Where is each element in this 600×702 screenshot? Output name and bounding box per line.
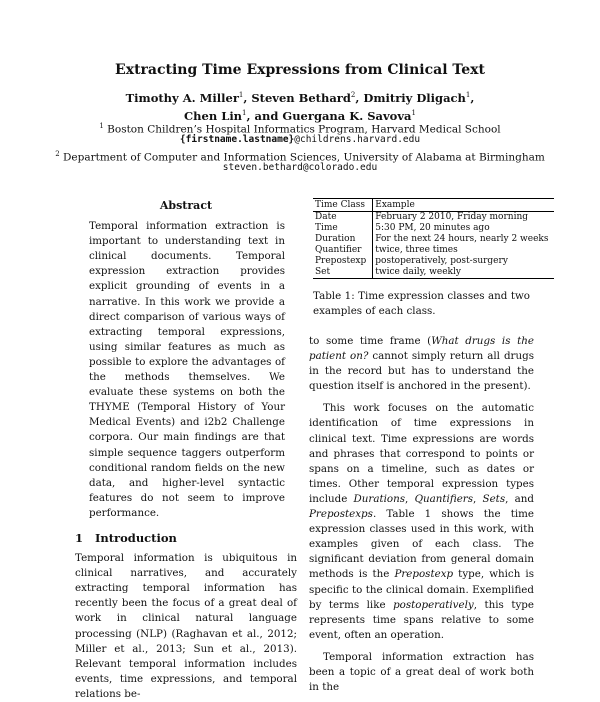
table-cell: Quantifier [313,245,373,256]
table-header-row [313,199,554,212]
table-cell: Date [313,212,373,224]
table-row [313,267,554,279]
table-row [313,212,554,224]
text-emphasis: Prepostexps [309,508,373,521]
table-cell: twice, three times [375,245,458,255]
text-run: type, which is specific to the clinical domain. Exemplified by terms like [309,568,535,611]
abstract-text: Temporal information extraction is important to understanding text in clinical documents. Temporal expression extraction provides explicit grounding of events in a narrative. In this work we provide a direct comparison of various ways of extracting temporal expressions, using similar features as much as possible to explore the advantages of the methods themselves. We evaluate these systems on both the THYME (Temporal History of Your Medical Events) and i2b2 Challenge corpora. Our main findings are that simple sequence taggers outperform conditional random fields on the new data, and higher-level syntactic features do not seem to improve performance. [89,220,285,519]
table-cell: For the next 24 hours, nearly 2 weeks [375,234,549,244]
text-run: , [405,492,415,505]
table-cell: twice daily, weekly [373,267,555,279]
table-caption: Table 1: Time expression classes and two examples of each class. [313,290,530,317]
affil-marker: 2 [350,91,356,99]
text-emphasis: Sets [482,492,506,505]
section-number: 1 [75,530,84,545]
table-cell: Duration [313,234,373,245]
table-cell: 5:30 PM, 20 minutes ago [375,223,490,233]
right-paragraph-2 [309,401,534,643]
abstract-body [75,219,297,521]
author-miller: Timothy A. Miller [125,90,239,105]
table-cell: Time [313,223,373,234]
right-paragraph-1 [309,334,534,394]
right-paragraph-3: Temporal information extraction has been a topic of a great deal of work both in the [309,650,534,694]
table-header-time-class: Time Class [313,199,373,212]
time-class-table [313,198,554,279]
text-emphasis: Prepostexp [394,568,454,581]
introduction-text: Temporal information is ubiquitous in clinical narratives, and accurately extracting temporal information has recently been the focus of a great deal of work in clinical natural language processing (NLP) (Raghavan et al., 2012; Miller et al., 2013; Sun et al., 2013). Relevant temporal information includes events, time expressions, and temporal relations be- [75,552,297,700]
author-bethard: , Steven Bethard [243,90,351,105]
table-row [313,245,554,256]
affiliation-2-text: Department of Computer and Information Sciences, University of Alabama at Birmingham [59,151,545,164]
text-emphasis: What drugs is the patient on? [309,335,534,363]
paper-title: Extracting Time Expressions from Clinical Text [115,62,485,78]
email-name-part: {firstname.lastname} [179,134,295,145]
author-dligach: , Dmitriy Dligach [355,90,466,105]
affil-marker: 1 [465,91,471,99]
table-row [313,256,554,267]
affiliation-2-email[interactable]: steven.bethard@colorado.edu [222,162,378,173]
text-run: This work focuses on the automatic identification of time expressions in clinical text. Time expressions are words and phrases that correspond to points or spans on a timeline, such as dates or times. Other temporal expression types include [309,402,534,505]
affil-marker: 1 [238,91,244,99]
affiliation-1-email[interactable] [0,133,600,147]
text-emphasis: postoperatively [393,598,474,611]
author-separator: , [470,90,475,105]
author-line-1 [0,88,600,106]
affil-marker: 1 [411,108,416,117]
affil-marker: 1 [242,108,247,117]
table-cell: Prepostexp [313,256,373,267]
table-cell: Set [313,267,373,279]
text-run: to some time frame ( [309,335,432,347]
text-run: , [473,492,483,505]
left-column [75,198,297,702]
text-run: , and [505,492,534,505]
affil-marker: 2 [55,150,60,158]
author-savova: , and Guergana K. Savova [246,108,412,123]
section-heading-introduction [75,531,297,546]
affil-marker: 1 [99,122,104,130]
email-domain-part: @childrens.harvard.edu [294,134,421,145]
table-header-example: Example [373,199,555,212]
text-run: , this type represents time spans relative to some event, often an operation. [309,598,534,641]
section-title: Introduction [95,530,177,545]
text-emphasis: Durations [353,492,406,505]
affiliation-1-text: Boston Children’s Hospital Informatics Program, Harvard Medical School [103,123,501,136]
table-cell: postoperatively, post-surgery [375,256,508,266]
table-row [313,223,554,234]
table-cell: February 2 2010, Friday morning [375,212,529,222]
text-emphasis: Quantifiers [414,492,474,505]
text-run: cannot simply return all drugs in the record but has to understand the question itself is anchored in the present). [309,350,534,393]
table-row [313,234,554,245]
right-column [309,198,549,695]
abstract-heading: Abstract [159,199,213,212]
author-lin: Chen Lin [184,108,243,123]
text-run: . Table 1 shows the time expression classes used in this work, with examples given of each class. The significant deviation from general domain methods is the [309,508,534,581]
